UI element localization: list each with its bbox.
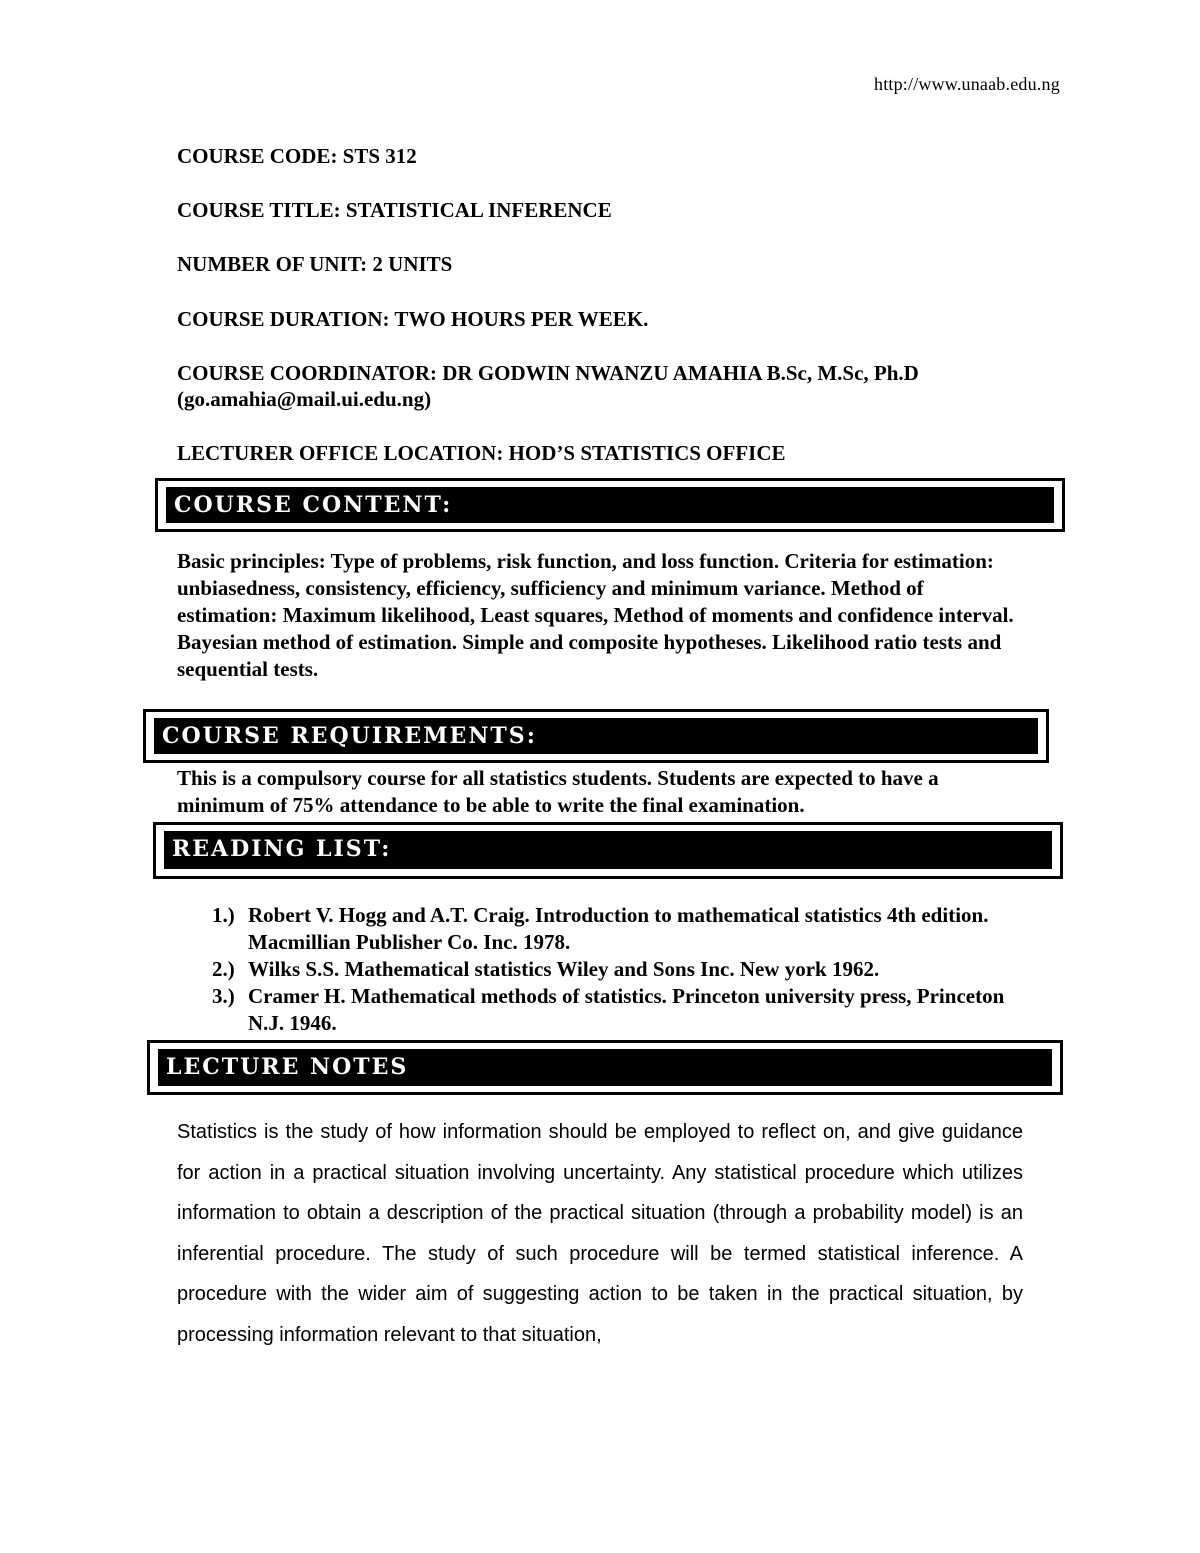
reading-item — [212, 956, 1012, 983]
course-coordinator: COURSE COORDINATOR: DR GODWIN NWANZU AMAHIA B.Sc, M.Sc, Ph.D (go.amahia@mail.ui.edu.ng) — [177, 361, 919, 411]
reading-item — [212, 902, 1012, 956]
course-requirements-text: This is a compulsory course for all statistics students. Students are expected to have a minimum of 75% attendance to be able to write the final examination. — [177, 766, 939, 817]
reading-item-text: Robert V. Hogg and A.T. Craig. Introduction to mathematical statistics 4th edition. Macmillian Publisher Co. Inc. 1978. — [248, 903, 989, 954]
lecture-notes-heading: LECTURE NOTES — [158, 1049, 1052, 1086]
office-location: LECTURER OFFICE LOCATION: HOD’S STATISTICS OFFICE — [177, 441, 786, 465]
reading-item-number: 1.) — [212, 903, 235, 927]
reading-item-number: 2.) — [212, 957, 235, 981]
reading-item — [212, 983, 1012, 1037]
reading-item-text: Cramer H. Mathematical methods of statistics. Princeton university press, Princeton N.J. 1946. — [248, 984, 1005, 1035]
course-duration: COURSE DURATION: TWO HOURS PER WEEK. — [177, 307, 649, 331]
course-content-heading: COURSE CONTENT: — [166, 487, 1054, 523]
number-of-units: NUMBER OF UNIT: 2 UNITS — [177, 252, 453, 276]
course-requirements-heading: COURSE REQUIREMENTS: — [154, 718, 1038, 754]
course-title: COURSE TITLE: STATISTICAL INFERENCE — [177, 198, 612, 222]
reading-item-number: 3.) — [212, 984, 235, 1008]
course-code: COURSE CODE: STS 312 — [177, 144, 417, 168]
page-url: http://www.unaab.edu.ng — [874, 74, 1060, 94]
course-content-text: Basic principles: Type of problems, risk function, and loss function. Criteria for estimation: unbiasedness, consistency, efficiency, sufficiency and minimum variance. Method of estimation: Maximum likelihood, Least squares, Method of moments and confidence interval. Bayesian method of estimation. Simple and composite hypotheses. Likelihood ratio tests and sequential tests. — [177, 549, 1014, 681]
lecture-notes-text: Statistics is the study of how information should be employed to reflect on, and give guidance for action in a practical situation involving uncertainty. Any statistical procedure which utilizes information to obtain a description of the practical situation (through a probability model) is an inferential procedure. The study of such procedure will be termed statistical inference. A procedure with the wider aim of suggesting action to be taken in the practical situation, by processing information relevant to that situation, — [177, 1121, 1023, 1346]
reading-list — [212, 902, 1012, 1037]
reading-list-heading: READING LIST: — [164, 831, 1052, 869]
reading-item-text: Wilks S.S. Mathematical statistics Wiley and Sons Inc. New york 1962. — [248, 957, 880, 981]
